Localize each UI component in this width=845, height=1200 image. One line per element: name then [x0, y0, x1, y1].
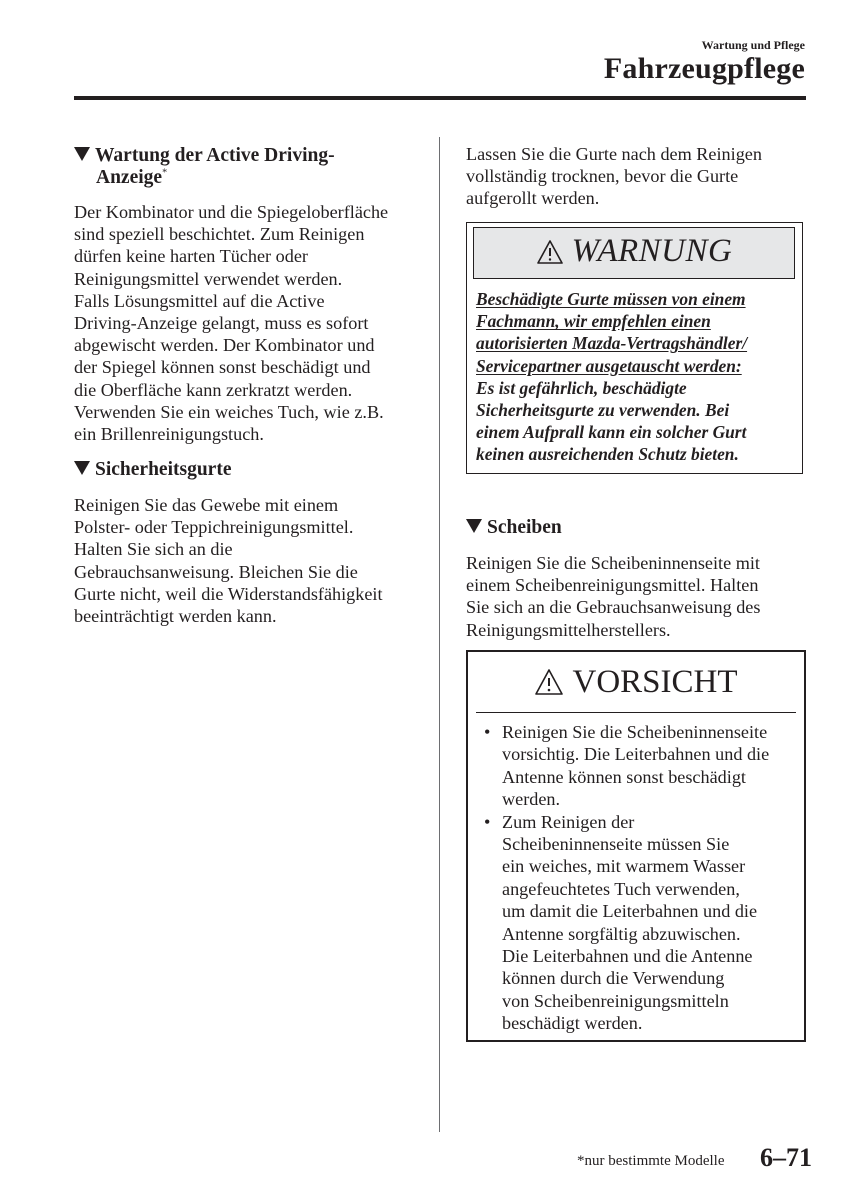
section-triangle-icon	[74, 147, 90, 161]
caution-item	[478, 721, 798, 811]
footnote: *nur bestimmte Modelle	[577, 1153, 725, 1169]
paragraph-active-driving-display: Der Kombinator und die Spiegeloberfläche sind speziell beschichtet. Zum Reinigen dürfen keine harten Tücher oder Reinigungsmittel verwendet werden. Falls Lösungsmittel auf die Active Driving-Anzeige gelangt, muss es sofort abgewischt werden. Der Kombinator und der Spiegel können sonst beschädigt und die Oberfläche kann zerkratzt werden. Verwenden Sie ein weiches Tuch, wie z.B. ein Brillenreinigungstuch.	[74, 202, 389, 445]
caution-header	[468, 660, 804, 704]
bullet: •	[484, 811, 491, 832]
warning-header	[473, 227, 795, 279]
heading-seat-belts	[74, 459, 424, 481]
header-section-label: Wartung und Pflege	[701, 38, 805, 52]
page-number: 6–71	[760, 1143, 812, 1172]
header-divider	[74, 96, 806, 100]
caution-divider	[476, 712, 796, 713]
warning-box	[466, 222, 803, 474]
caution-box	[466, 650, 806, 1042]
warning-title: WARNUNG	[571, 233, 733, 269]
warning-line: Es ist gefährlich, beschädigte	[476, 377, 687, 398]
heading-active-driving-display	[74, 145, 424, 189]
warning-line: Sicherheitsgurte zu verwenden. Bei	[476, 400, 730, 421]
warning-text	[476, 288, 796, 466]
bullet: •	[484, 722, 491, 742]
heading-seat-belts-text: Sicherheitsgurte	[95, 459, 232, 480]
caution-list	[478, 721, 798, 1035]
paragraph-windows: Reinigen Sie die Scheibeninnenseite mit einem Scheibenreinigungsmittel. Halten Sie sich an die Gebrauchsanweisung des Reinigungsmittelherstellers.	[466, 553, 761, 640]
warning-line: keinen ausreichenden Schutz bieten.	[476, 444, 739, 465]
warning-line: Beschädigte Gurte müssen von einem	[476, 289, 746, 309]
warning-line: Servicepartner ausgetauscht werden:	[476, 355, 742, 376]
caution-title: VORSICHT	[572, 664, 738, 700]
caution-item-text: Reinigen Sie die Scheibeninnenseite vorsichtig. Die Leiterbahnen und die Antenne können sonst beschädigt werden.	[502, 722, 770, 810]
warning-line: einem Aufprall kann ein solcher Gurt	[476, 422, 747, 443]
page-title: Fahrzeugpflege	[603, 52, 805, 85]
heading-line1: Wartung der Active Driving-	[95, 145, 335, 166]
paragraph-seat-belts: Reinigen Sie das Gewebe mit einem Polster- oder Teppichreinigungsmittel. Halten Sie sich an die Gebrauchsanweisung. Bleichen Sie die Gurte nicht, weil die Widerstandsfähigkeit beeinträchtigt werden kann.	[74, 495, 383, 627]
heading-line2: Anzeige	[96, 167, 163, 188]
section-triangle-icon	[74, 461, 90, 475]
heading-windows-text: Scheiben	[487, 517, 562, 538]
warning-line: Fachmann, wir empfehlen einen	[476, 311, 711, 332]
section-triangle-icon	[466, 519, 482, 533]
caution-item-text: Zum Reinigen der Scheibeninnenseite müssen Sie ein weiches, mit warmem Wasser angefeuchtetes Tuch verwenden, um damit die Leiterbahnen und die Antenne sorgfältig abzuwischen. Die Leiterbahnen und die Antenne können durch die Verwendung von Scheibenreinigungsmitteln beschädigt werden.	[502, 811, 758, 1034]
footnote-mark: *	[162, 167, 168, 179]
warning-triangle-icon	[534, 668, 564, 696]
caution-item	[478, 811, 798, 1035]
heading-windows	[466, 517, 806, 539]
paragraph-belt-drying: Lassen Sie die Gurte nach dem Reinigen vollständig trocknen, bevor die Gurte aufgerollt werden.	[466, 144, 762, 209]
column-divider	[439, 137, 440, 1132]
warning-triangle-icon	[536, 239, 564, 265]
warning-line: autorisierten Mazda-Vertragshändler/	[476, 333, 748, 354]
